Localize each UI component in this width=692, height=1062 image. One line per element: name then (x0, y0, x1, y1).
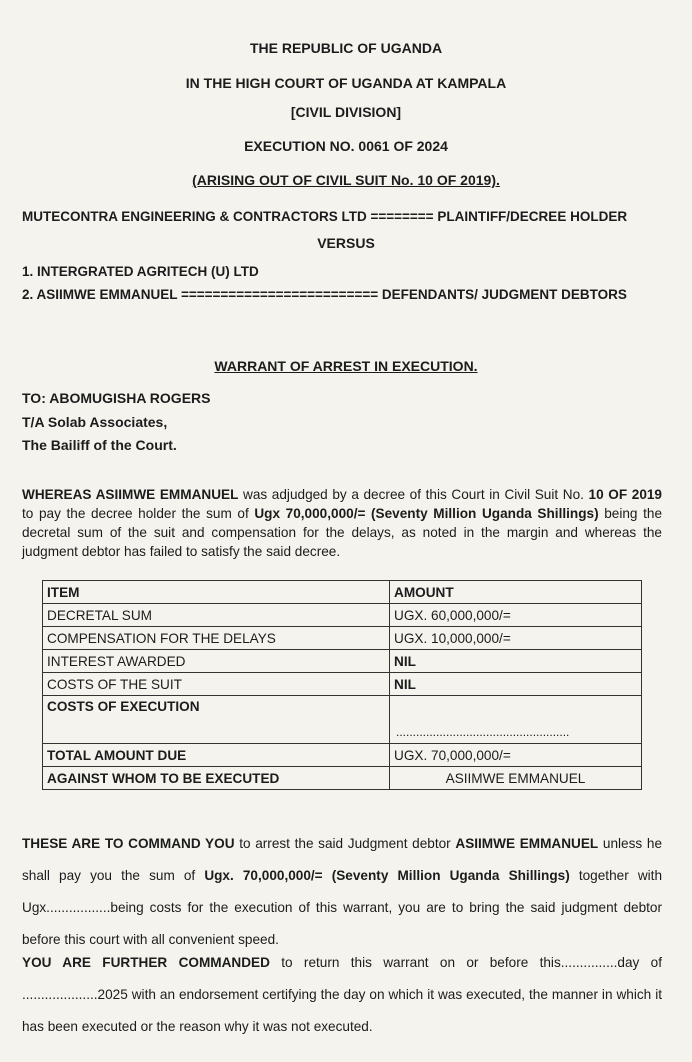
table-row-against: AGAINST WHOM TO BE EXECUTED ASIIMWE EMMANUEL (43, 767, 642, 790)
table-row-total: TOTAL AMOUNT DUE UGX. 70,000,000/= (43, 744, 642, 767)
execution-number: EXECUTION NO. 0061 OF 2024 (244, 138, 448, 154)
debtor-name: WHEREAS ASIIMWE EMMANUEL (22, 487, 239, 502)
table-header-row (43, 581, 642, 604)
arising-from: (ARISING OUT OF CIVIL SUIT No. 10 OF 2019). (192, 172, 500, 188)
table-row: INTEREST AWARDED NIL (43, 650, 642, 673)
addressee-role: The Bailiff of the Court. (22, 437, 177, 453)
blank-amount: .................................................... (396, 725, 570, 739)
command-paragraph: THESE ARE TO COMMAND YOU to arrest the said Judgment debtor ASIIMWE EMMANUEL unless he shall pay you the sum of Ugx. 70,000,000/= (Seventy Million Uganda Shillings) together with Ugx.................being costs for the execution of this warrant, you are to bring the said judgment debtor before this court with all convenient speed. (22, 836, 663, 947)
addressee-ta: T/A Solab Associates, (22, 414, 168, 430)
table-row: COSTS OF THE SUIT NIL (43, 673, 642, 696)
court-heading: IN THE HIGH COURT OF UGANDA AT KAMPALA (185, 75, 507, 91)
addressee-to: TO: ABOMUGISHA ROGERS (22, 390, 211, 406)
plaintiff-line: MUTECONTRA ENGINEERING & CONTRACTORS LTD ======== PLAINTIFF/DECREE HOLDER (22, 209, 628, 224)
whereas-paragraph: WHEREAS ASIIMWE EMMANUEL was adjudged by a decree of this Court in Civil Suit No. 10 OF 2019 to pay the decree holder the sum of Ugx 70,000,000/= (Seventy Million Uganda Shillings) being the decretal sum of the suit and compensation for the delays, as noted in the margin and whereas the judgment debtor has failed to satisfy the said decree. (22, 487, 663, 559)
versus-label: VERSUS (317, 235, 375, 251)
republic-heading: THE REPUBLIC OF UGANDA (249, 40, 443, 56)
table-row: DECRETAL SUM UGX. 60,000,000/= (43, 604, 642, 627)
defendant-1: 1. INTERGRATED AGRITECH (U) LTD (22, 264, 259, 279)
amounts-table (42, 580, 642, 790)
column-header-item: ITEM (43, 581, 390, 604)
table-row: COMPENSATION FOR THE DELAYS UGX. 10,000,000/= (43, 627, 642, 650)
table-row-execution-costs: COSTS OF EXECUTION .................................................... (43, 696, 642, 744)
column-header-amount: AMOUNT (390, 581, 642, 604)
further-command-paragraph: YOU ARE FURTHER COMMANDED to return this warrant on or before this...............day of ....................2025 with an endorsement certifying the day on which it was executed, the manner in which it has been executed or the reason why it was not executed. (22, 955, 662, 1034)
warrant-title: WARRANT OF ARREST IN EXECUTION. (214, 358, 478, 374)
decree-sum: Ugx 70,000,000/= (Seventy Million Uganda Shillings) (254, 506, 599, 521)
division-heading: [CIVIL DIVISION] (290, 104, 402, 120)
defendant-2: 2. ASIIMWE EMMANUEL ========================= DEFENDANTS/ JUDGMENT DEBTORS (22, 287, 627, 302)
